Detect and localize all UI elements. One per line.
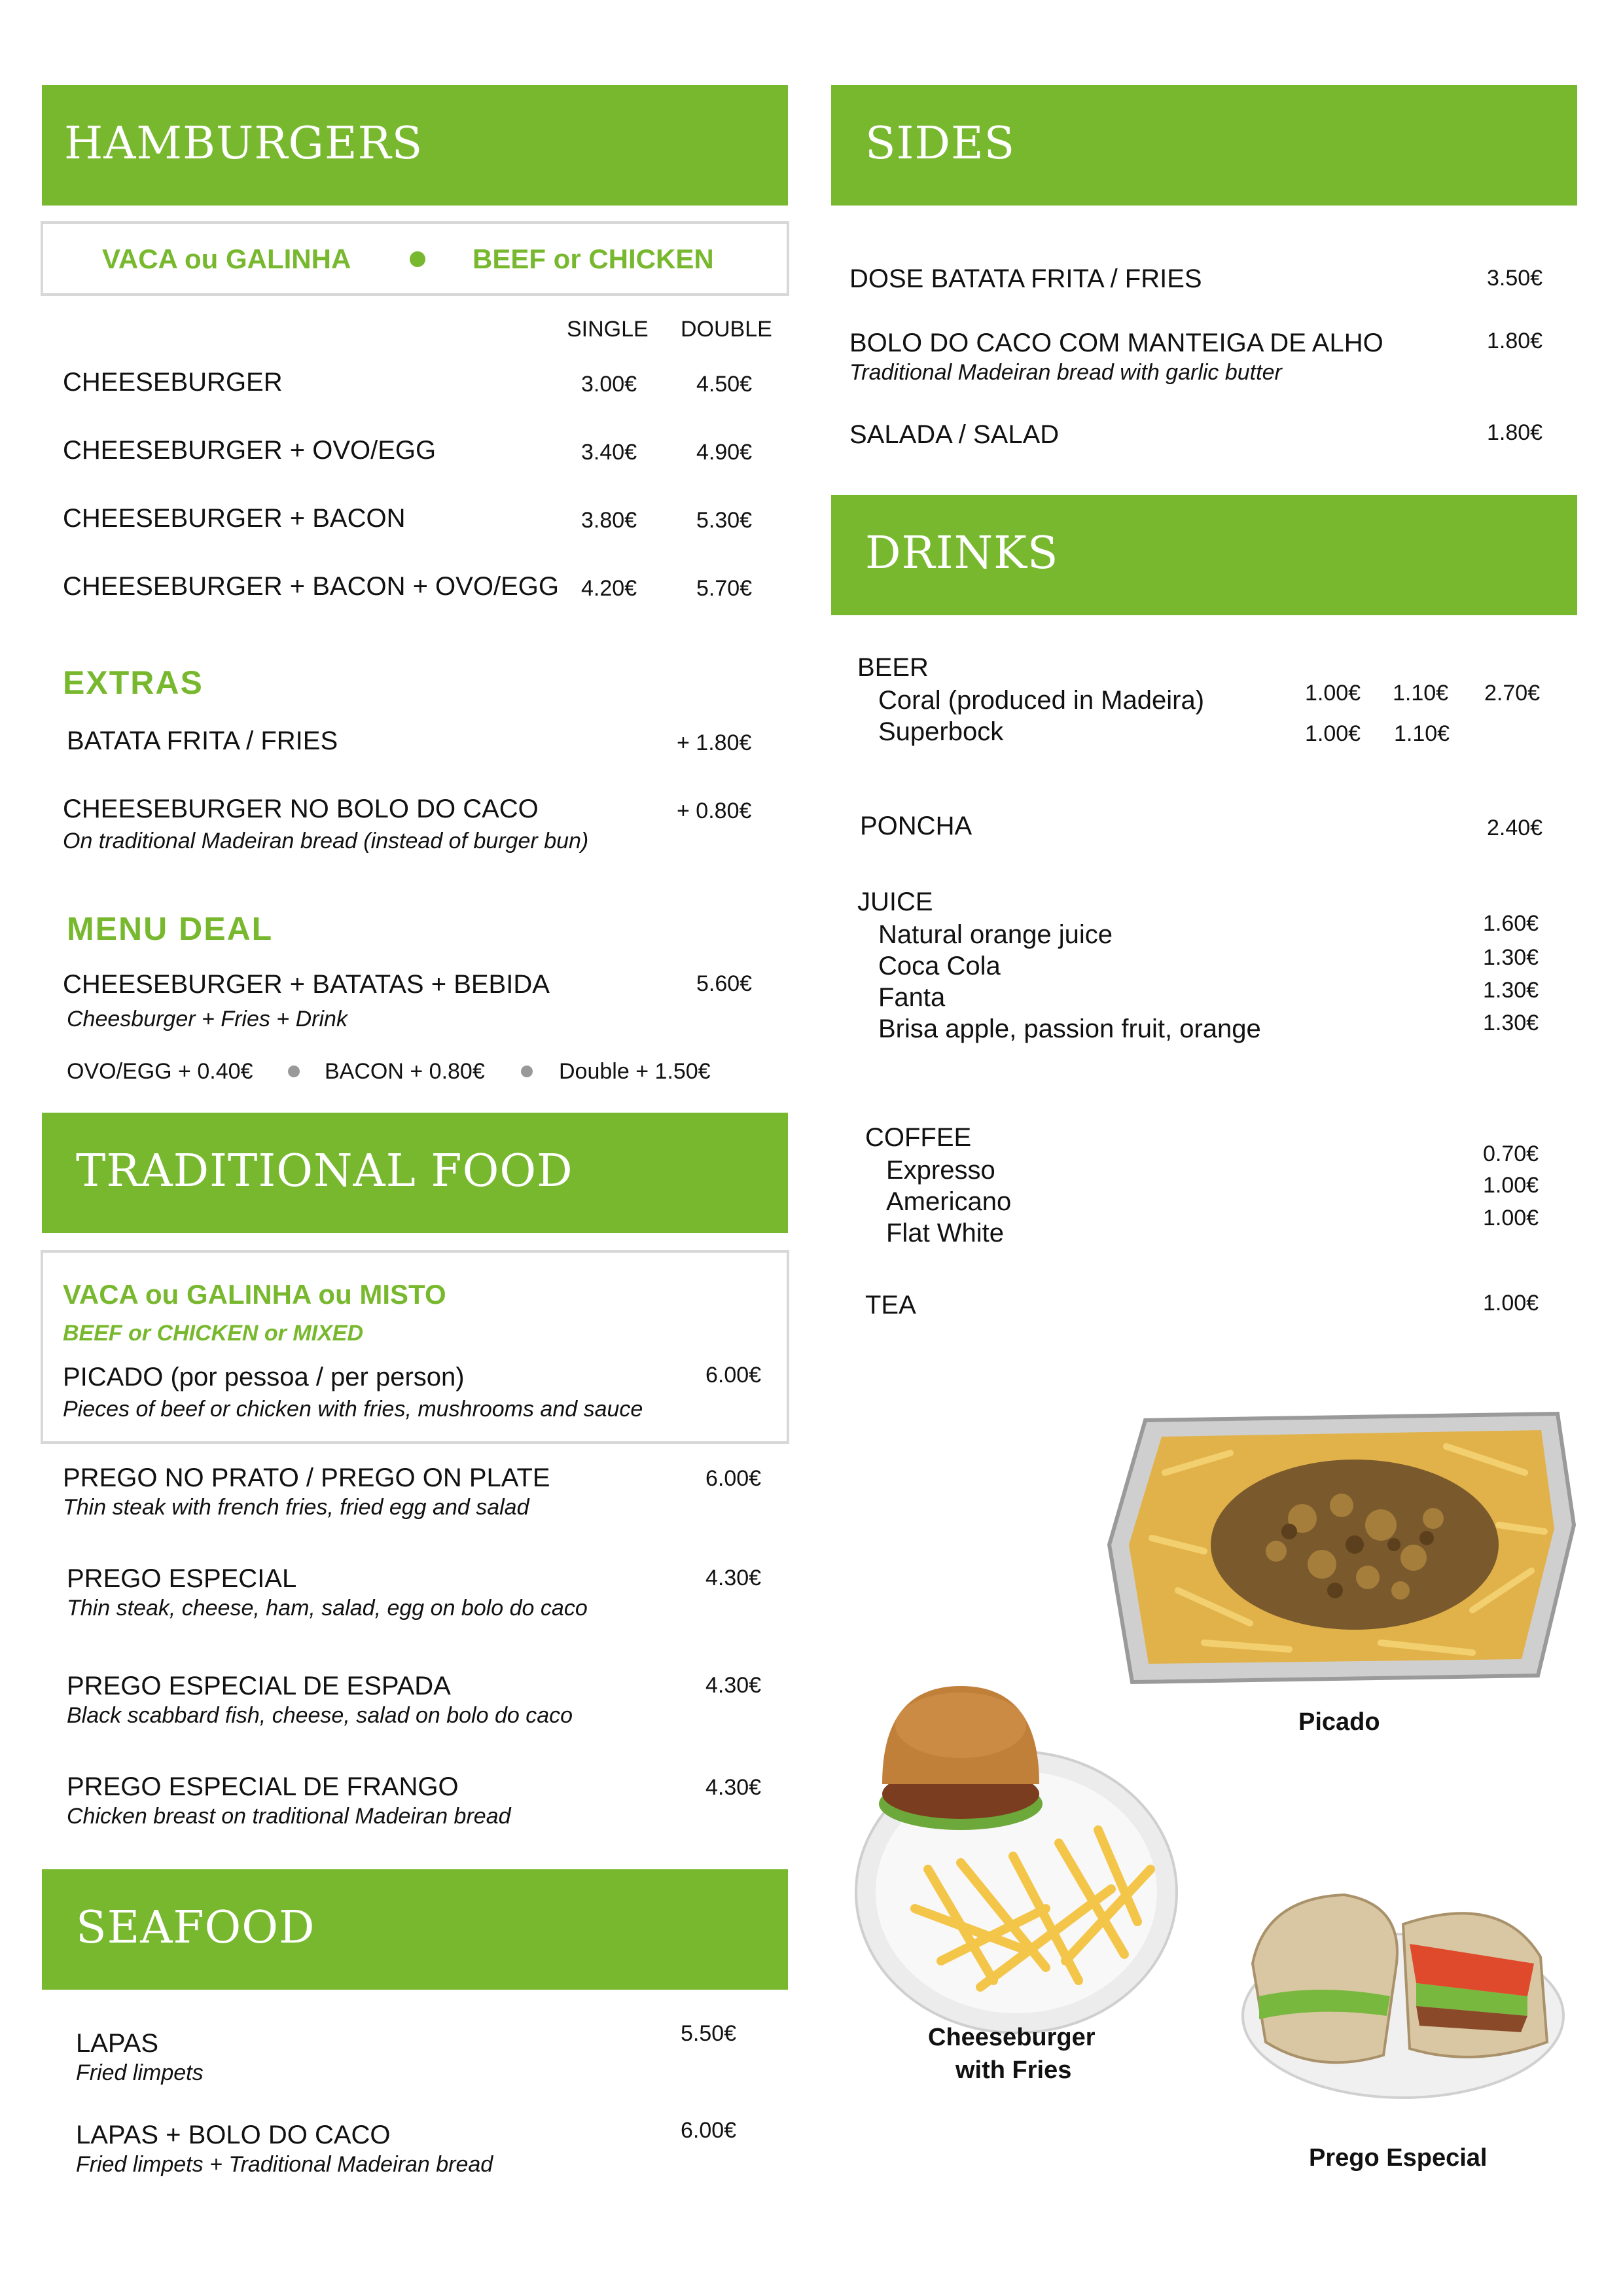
traditional-banner (42, 1113, 788, 1233)
drinks-title: DRINKS (865, 528, 1059, 579)
choice-right: BEEF or CHICKEN (473, 243, 714, 274)
side-name: DOSE BATATA FRITA / FRIES (849, 264, 1202, 293)
side-desc: Traditional Madeiran bread with garlic butter (849, 360, 1282, 385)
drinks-banner (831, 495, 1577, 615)
seafood-item-name: LAPAS + BOLO DO CACO (76, 2121, 391, 2149)
burger-name: CHEESEBURGER + BACON (63, 504, 406, 533)
juice-price: 1.30€ (1483, 978, 1539, 1003)
col-double-header: DOUBLE (681, 317, 772, 342)
beer-label: BEER (857, 653, 929, 682)
traditional-item-name: PREGO ESPECIAL DE ESPADA (67, 1672, 451, 1700)
burger-name: CHEESEBURGER (63, 368, 283, 397)
juice-name: Fanta (878, 983, 946, 1012)
seafood-item-name: LAPAS (76, 2029, 158, 2058)
prego-caption: Prego Especial (1309, 2144, 1488, 2172)
coffee-name: Expresso (886, 1156, 995, 1185)
burger-double-price: 4.50€ (696, 372, 753, 397)
traditional-item-name: PREGO ESPECIAL DE FRANGO (67, 1772, 459, 1801)
juice-price: 1.60€ (1483, 911, 1539, 936)
menu-deal-price: 5.60€ (696, 971, 753, 996)
traditional-item-name: PREGO ESPECIAL (67, 1564, 297, 1593)
traditional-item-desc: Chicken breast on traditional Madeiran bread (67, 1804, 511, 1829)
beer-name: Coral (produced in Madeira) (878, 686, 1205, 715)
traditional-item-price: 4.30€ (705, 1566, 762, 1590)
traditional-item-name: PICADO (por pessoa / per person) (63, 1363, 465, 1391)
traditional-item-desc: Thin steak with french fries, fried egg and salad (63, 1495, 529, 1520)
menu-deal-option: BACON + 0.80€ (325, 1059, 485, 1084)
traditional-item-price: 6.00€ (705, 1363, 762, 1388)
juice-label: JUICE (857, 888, 933, 916)
menu-deal-option: Double + 1.50€ (559, 1059, 711, 1084)
poncha-price: 2.40€ (1487, 816, 1543, 840)
seafood-item-desc: Fried limpets (76, 2060, 204, 2085)
menu-deal-name: CHEESEBURGER + BATATAS + BEBIDA (63, 970, 550, 999)
prego-photo (1240, 1885, 1567, 2101)
traditional-item-price: 4.30€ (705, 1673, 762, 1698)
extra-name: CHEESEBURGER NO BOLO DO CACO (63, 795, 539, 823)
cheeseburger-caption-line1: Cheeseburger (928, 2024, 1096, 2051)
menu-deal-title: MENU DEAL (67, 910, 274, 947)
burger-double-price: 5.70€ (696, 576, 753, 601)
burger-single-price: 3.40€ (581, 440, 637, 465)
burger-single-price: 3.00€ (581, 372, 637, 397)
menu-deal-option: OVO/EGG + 0.40€ (67, 1059, 253, 1084)
burger-double-price: 5.30€ (696, 508, 753, 533)
burger-name: CHEESEBURGER + BACON + OVO/EGG (63, 572, 559, 601)
coffee-price: 1.00€ (1483, 1173, 1539, 1198)
tea-label: TEA (865, 1291, 916, 1319)
seafood-item-price: 5.50€ (681, 2021, 737, 2046)
extra-price: + 0.80€ (677, 798, 752, 823)
burger-double-price: 4.90€ (696, 440, 753, 465)
picado-caption: Picado (1298, 1708, 1380, 1736)
traditional-item-price: 6.00€ (705, 1466, 762, 1491)
sides-title: SIDES (865, 118, 1016, 170)
seafood-item-desc: Fried limpets + Traditional Madeiran bread (76, 2152, 493, 2177)
traditional-item-desc: Black scabbard fish, cheese, salad on bolo do caco (67, 1703, 573, 1728)
traditional-item-desc: Thin steak, cheese, ham, salad, egg on bolo do caco (67, 1596, 588, 1621)
beer-name: Superbock (878, 717, 1004, 746)
juice-name: Brisa apple, passion fruit, orange (878, 1014, 1261, 1043)
hamburgers-title: HAMBURGERS (64, 118, 423, 170)
sides-banner (831, 85, 1577, 206)
coffee-price: 0.70€ (1483, 1141, 1539, 1166)
side-name: SALADA / SALAD (849, 420, 1060, 449)
option-separator-dot (288, 1066, 300, 1077)
cheeseburger-photo (849, 1673, 1183, 2039)
col-single-header: SINGLE (567, 317, 649, 342)
traditional-choice: VACA ou GALINHA ou MISTO (63, 1279, 446, 1310)
extra-desc: On traditional Madeiran bread (instead of burger bun) (63, 829, 589, 853)
traditional-item-name: PREGO NO PRATO / PREGO ON PLATE (63, 1463, 550, 1492)
traditional-item-price: 4.30€ (705, 1775, 762, 1800)
cheeseburger-caption-line2: with Fries (955, 2056, 1072, 2084)
juice-name: Natural orange juice (878, 920, 1113, 949)
juice-price: 1.30€ (1483, 1011, 1539, 1035)
burger-name: CHEESEBURGER + OVO/EGG (63, 436, 437, 465)
beer-price-2: 1.10€ (1393, 681, 1449, 706)
juice-price: 1.30€ (1483, 945, 1539, 970)
side-price: 1.80€ (1487, 329, 1543, 353)
beer-price-2: 1.10€ (1394, 721, 1450, 746)
extra-price: + 1.80€ (677, 730, 752, 755)
coffee-name: Flat White (886, 1219, 1005, 1247)
beer-price-1: 1.00€ (1305, 721, 1361, 746)
coffee-name: Americano (886, 1187, 1012, 1216)
extras-title: EXTRAS (63, 664, 204, 701)
hamburgers-banner (42, 85, 788, 206)
seafood-item-price: 6.00€ (681, 2118, 737, 2143)
traditional-choice-en: BEEF or CHICKEN or MIXED (63, 1321, 364, 1346)
poncha-label: PONCHA (860, 812, 972, 840)
juice-name: Coca Cola (878, 952, 1001, 980)
burger-single-price: 4.20€ (581, 576, 637, 601)
choice-left: VACA ou GALINHA (102, 243, 351, 274)
coffee-price: 1.00€ (1483, 1206, 1539, 1230)
extra-name: BATATA FRITA / FRIES (67, 726, 338, 755)
side-price: 1.80€ (1487, 420, 1543, 445)
option-separator-dot (521, 1066, 533, 1077)
menu-deal-desc: Cheesburger + Fries + Drink (67, 1007, 348, 1031)
coffee-label: COFFEE (865, 1123, 972, 1152)
traditional-item-desc: Pieces of beef or chicken with fries, mushrooms and sauce (63, 1397, 643, 1422)
beer-price-1: 1.00€ (1305, 681, 1361, 706)
picado-photo (1106, 1394, 1577, 1702)
beer-price-3: 2.70€ (1484, 681, 1541, 706)
seafood-title: SEAFOOD (76, 1902, 315, 1954)
tea-price: 1.00€ (1483, 1291, 1539, 1316)
burger-single-price: 3.80€ (581, 508, 637, 533)
traditional-title: TRADITIONAL FOOD (76, 1145, 573, 1197)
side-name: BOLO DO CACO COM MANTEIGA DE ALHO (849, 329, 1383, 357)
side-price: 3.50€ (1487, 266, 1543, 291)
choice-separator-dot (410, 251, 425, 267)
seafood-banner (42, 1869, 788, 1990)
